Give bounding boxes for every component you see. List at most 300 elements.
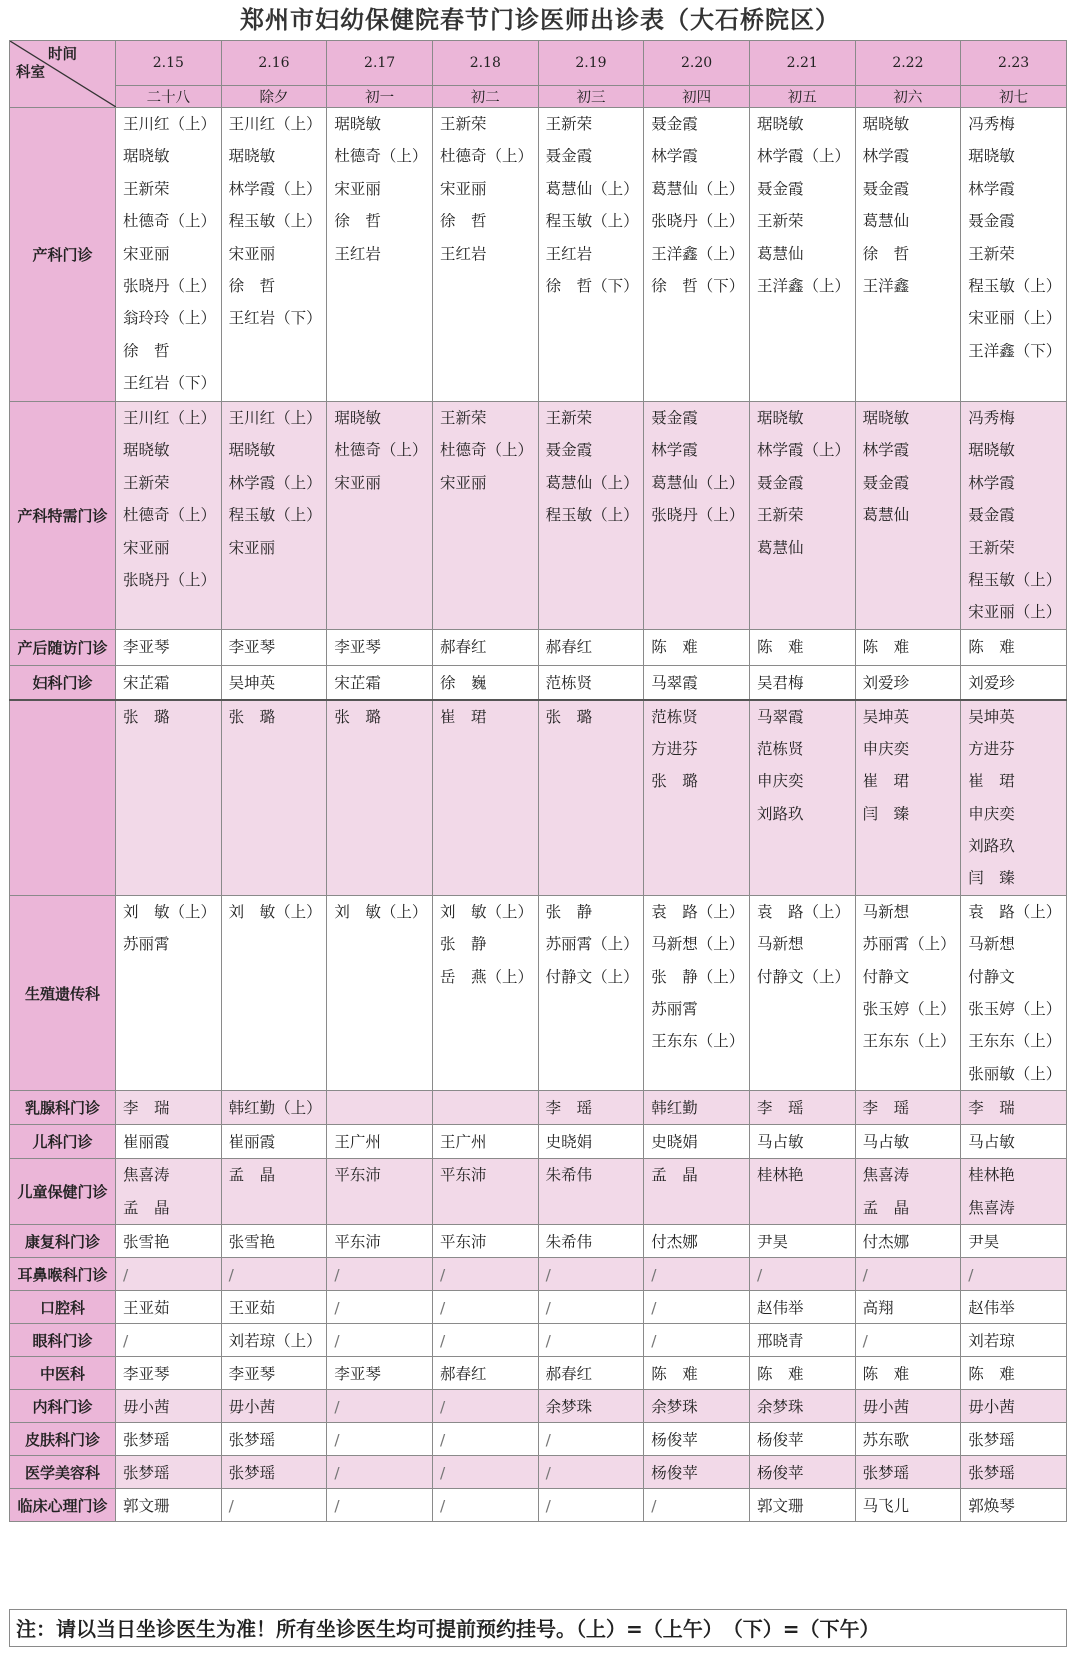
doctor-name: 王洋鑫（下）	[968, 341, 1062, 360]
schedule-cell	[538, 700, 644, 896]
lunar-date-header: 除夕	[221, 86, 327, 108]
doctor-name: 杜德奇（上）	[334, 147, 428, 166]
doctor-name: 张梦瑶	[228, 1464, 276, 1483]
schedule-cell	[961, 1125, 1067, 1159]
doctor-name: 杜德奇（上）	[439, 147, 533, 166]
doctor-name: 岳 燕（上）	[439, 967, 533, 986]
schedule-cell	[749, 402, 855, 630]
schedule-cell	[855, 108, 961, 402]
schedule-cell	[538, 1423, 644, 1456]
doctor-name: /	[968, 1266, 974, 1285]
schedule-cell	[116, 1390, 222, 1423]
doctor-name: 聂金霞	[545, 441, 593, 460]
doctor-name: 张玉婷（上）	[862, 1000, 956, 1019]
schedule-cell	[749, 895, 855, 1090]
doctor-name: 朱希伟	[545, 1233, 593, 1252]
doctor-name: /	[123, 1332, 129, 1351]
schedule-cell	[961, 1390, 1067, 1423]
department-name: 眼科门诊	[10, 1324, 116, 1357]
schedule-cell	[749, 1291, 855, 1324]
doctor-name: 王亚茹	[228, 1299, 276, 1318]
doctor-name: 马飞儿	[862, 1497, 910, 1516]
schedule-cell	[432, 1390, 538, 1423]
doctor-name: 林学霞	[651, 441, 698, 460]
doctor-name: 陈 难	[651, 1365, 698, 1384]
doctor-name: 聂金霞	[545, 147, 593, 166]
department-row	[10, 666, 1067, 700]
doctor-name: 杨俊苹	[756, 1431, 804, 1450]
lunar-date-header: 初七	[961, 86, 1067, 108]
schedule-cell	[221, 1258, 327, 1291]
doctor-name: 琚晓敏	[123, 147, 170, 166]
schedule-table	[9, 40, 1067, 1522]
doctor-name: 马占敏	[968, 1133, 1015, 1152]
doctor-name: 崔丽霞	[123, 1133, 170, 1152]
schedule-cell	[432, 1291, 538, 1324]
doctor-name: /	[545, 1266, 551, 1285]
doctor-name: 刘若琼（上）	[228, 1332, 322, 1351]
schedule-cell	[538, 402, 644, 630]
doctor-name: 刘爱珍	[968, 674, 1015, 692]
schedule-cell	[116, 1423, 222, 1456]
doctor-name: /	[228, 1266, 234, 1285]
doctor-name: 王新荣	[545, 409, 593, 427]
doctor-name: 王洋鑫（上）	[651, 244, 745, 263]
department-row	[10, 895, 1067, 1090]
doctor-name: 王广州	[334, 1133, 381, 1152]
schedule-cell	[644, 1225, 750, 1258]
schedule-cell	[644, 1125, 750, 1159]
doctor-name: 陈 难	[968, 1365, 1015, 1384]
schedule-cell	[432, 1489, 538, 1522]
schedule-cell	[644, 630, 750, 666]
doctor-name: 史晓娟	[545, 1133, 593, 1152]
doctor-name: 郝春红	[439, 1365, 487, 1384]
doctor-name: 徐 哲	[439, 212, 487, 231]
schedule-cell	[432, 630, 538, 666]
schedule-cell	[327, 1159, 433, 1225]
doctor-name: 林学霞	[862, 147, 910, 166]
doctor-name: 崔丽霞	[228, 1133, 276, 1152]
department-row	[10, 1489, 1067, 1522]
schedule-cell	[432, 895, 538, 1090]
doctor-name: 毋小茜	[123, 1398, 170, 1417]
doctor-name: 崔 珺	[862, 772, 910, 791]
schedule-cell	[644, 666, 750, 700]
doctor-name: 付静文（上）	[545, 967, 639, 986]
schedule-cell	[961, 402, 1067, 630]
doctor-name: 赵伟举	[756, 1299, 804, 1318]
doctor-name: /	[334, 1332, 340, 1351]
doctor-name: 王广州	[439, 1133, 487, 1152]
doctor-name: /	[228, 1497, 234, 1516]
schedule-cell	[644, 1423, 750, 1456]
department-name: 产后随访门诊	[10, 630, 116, 666]
schedule-cell	[221, 630, 327, 666]
doctor-name: 袁 路（上）	[756, 902, 850, 921]
schedule-cell	[855, 1159, 961, 1225]
schedule-cell	[855, 700, 961, 896]
doctor-name: /	[439, 1299, 446, 1318]
schedule-cell	[327, 630, 433, 666]
doctor-name: 徐 哲（下）	[651, 276, 745, 295]
schedule-cell	[327, 402, 433, 630]
department-name	[10, 700, 116, 896]
doctor-name: /	[651, 1497, 657, 1516]
doctor-name: 张 静	[545, 902, 593, 921]
corner-time-label: 时间	[48, 47, 77, 63]
department-row	[10, 108, 1067, 402]
schedule-cell	[749, 1091, 855, 1125]
doctor-name: 宋亚丽	[123, 244, 170, 263]
department-row	[10, 1357, 1067, 1390]
doctor-name: 宋亚丽	[123, 538, 170, 557]
doctor-name: 苏丽霄	[123, 935, 170, 954]
doctor-name: 桂林艳	[968, 1166, 1015, 1185]
schedule-cell	[855, 1489, 961, 1522]
doctor-name: 琚晓敏	[756, 409, 804, 427]
doctor-name: 张梦瑶	[968, 1464, 1015, 1483]
date-header: 2.17	[327, 41, 433, 86]
schedule-cell	[116, 630, 222, 666]
schedule-cell	[961, 1225, 1067, 1258]
doctor-name: /	[651, 1299, 657, 1318]
doctor-name: 申庆奕	[756, 772, 804, 791]
doctor-name: 聂金霞	[651, 115, 698, 133]
doctor-name: 张 璐	[228, 707, 276, 726]
doctor-name: 付杰娜	[651, 1233, 698, 1252]
schedule-cell	[116, 1357, 222, 1390]
doctor-name: 平东沛	[439, 1166, 487, 1185]
schedule-cell	[221, 1357, 327, 1390]
schedule-cell	[538, 1125, 644, 1159]
schedule-cell	[644, 1456, 750, 1489]
doctor-name: 王新荣	[439, 115, 487, 133]
schedule-cell	[221, 1456, 327, 1489]
schedule-cell	[961, 1489, 1067, 1522]
schedule-cell	[221, 666, 327, 700]
schedule-cell	[644, 1357, 750, 1390]
department-row	[10, 1291, 1067, 1324]
schedule-cell	[432, 1225, 538, 1258]
date-header: 2.15	[116, 41, 222, 86]
schedule-cell	[538, 630, 644, 666]
doctor-name: /	[756, 1266, 763, 1285]
schedule-cell	[116, 1091, 222, 1125]
schedule-cell	[855, 630, 961, 666]
doctor-name: 徐 哲	[123, 341, 170, 360]
doctor-name: 范栋贤	[651, 707, 698, 726]
department-row	[10, 402, 1067, 630]
doctor-name: 聂金霞	[756, 179, 804, 198]
schedule-cell	[221, 1324, 327, 1357]
department-name: 临床心理门诊	[10, 1489, 116, 1522]
doctor-name: 张梦瑶	[862, 1464, 910, 1483]
schedule-cell	[221, 895, 327, 1090]
schedule-cell	[855, 1456, 961, 1489]
schedule-cell	[221, 1390, 327, 1423]
doctor-name: 刘爱珍	[862, 674, 910, 692]
doctor-name: 葛慧仙	[862, 506, 910, 525]
doctor-name: 葛慧仙	[862, 212, 910, 231]
doctor-name: /	[439, 1332, 446, 1351]
doctor-name: 崔 珺	[968, 772, 1015, 791]
department-name: 口腔科	[10, 1291, 116, 1324]
doctor-name: 陈 难	[756, 1365, 804, 1384]
schedule-cell	[116, 1456, 222, 1489]
doctor-name: 付静文	[862, 967, 910, 986]
doctor-name: 徐 哲	[228, 276, 276, 295]
doctor-name: 琚晓敏	[968, 441, 1015, 460]
doctor-name: 张晓丹（上）	[123, 276, 217, 295]
lunar-date-header: 初四	[644, 86, 750, 108]
doctor-name: 陈 难	[651, 638, 698, 656]
department-name: 儿童保健门诊	[10, 1159, 116, 1225]
doctor-name: 李亚琴	[123, 638, 170, 656]
doctor-name: 张雪艳	[123, 1233, 170, 1252]
schedule-cell	[327, 700, 433, 896]
doctor-name: 焦喜涛	[123, 1166, 170, 1185]
doctor-name: 桂林艳	[756, 1166, 804, 1185]
doctor-name: 吴坤英	[862, 707, 910, 726]
doctor-name: 程玉敏（上）	[968, 570, 1062, 589]
doctor-name: 冯秀梅	[968, 409, 1015, 427]
doctor-name: 焦喜涛	[862, 1166, 910, 1185]
schedule-cell	[749, 1456, 855, 1489]
doctor-name: 刘 敏（上）	[123, 902, 217, 921]
doctor-name: 李 瑞	[968, 1099, 1015, 1118]
schedule-cell	[116, 895, 222, 1090]
department-name: 产科特需门诊	[10, 402, 116, 630]
doctor-name: 郭文珊	[123, 1497, 170, 1516]
doctor-name: 葛慧仙	[756, 244, 804, 263]
doctor-name: 余梦珠	[651, 1398, 698, 1417]
schedule-cell	[432, 108, 538, 402]
doctor-name: 杜德奇（上）	[334, 441, 428, 460]
doctor-name: 孟 晶	[651, 1166, 698, 1185]
doctor-name: 王新荣	[756, 212, 804, 231]
doctor-name: 王红岩（下）	[123, 374, 217, 393]
doctor-name: 林学霞	[968, 473, 1015, 492]
schedule-cell	[538, 1091, 644, 1125]
footer-note: 注：请以当日坐诊医生为准！所有坐诊医生均可提前预约挂号。（上）=（上午） （下）=（下午）	[9, 1609, 1067, 1647]
schedule-cell	[538, 1456, 644, 1489]
schedule-cell	[538, 1225, 644, 1258]
schedule-cell	[961, 700, 1067, 896]
doctor-name: 马新想	[968, 935, 1015, 954]
doctor-name: 马占敏	[862, 1133, 910, 1152]
doctor-name: 宋亚丽	[439, 473, 487, 492]
schedule-cell	[221, 1489, 327, 1522]
schedule-cell	[327, 1258, 433, 1291]
schedule-cell	[961, 666, 1067, 700]
schedule-cell	[749, 1258, 855, 1291]
schedule-cell	[221, 402, 327, 630]
doctor-name: 平东沛	[439, 1233, 487, 1252]
schedule-cell	[432, 1258, 538, 1291]
schedule-cell	[749, 666, 855, 700]
doctor-name: /	[862, 1266, 868, 1285]
doctor-name: 刘 敏（上）	[334, 902, 428, 921]
doctor-name: 张梦瑶	[968, 1431, 1015, 1450]
doctor-name: /	[334, 1464, 340, 1483]
doctor-name: 毋小茜	[862, 1398, 910, 1417]
doctor-name: 焦喜涛	[968, 1198, 1015, 1217]
schedule-cell	[432, 1159, 538, 1225]
doctor-name: 王洋鑫	[862, 276, 910, 295]
doctor-name: 刘 敏（上）	[228, 902, 322, 921]
doctor-name: 余梦珠	[545, 1398, 593, 1417]
date-header: 2.23	[961, 41, 1067, 86]
lunar-date-header: 初六	[855, 86, 961, 108]
doctor-name: 王东东（上）	[968, 1032, 1062, 1051]
doctor-name: 程玉敏（上）	[545, 506, 639, 525]
schedule-cell	[538, 1324, 644, 1357]
doctor-name: 琚晓敏	[756, 115, 804, 133]
doctor-name: /	[334, 1398, 340, 1417]
schedule-cell	[644, 1489, 750, 1522]
department-name: 中医科	[10, 1357, 116, 1390]
doctor-name: 林学霞	[651, 147, 698, 166]
doctor-name: /	[439, 1497, 446, 1516]
schedule-cell	[327, 1125, 433, 1159]
doctor-name: 张 璐	[545, 707, 593, 726]
schedule-cell	[116, 108, 222, 402]
schedule-cell	[961, 1456, 1067, 1489]
date-header: 2.22	[855, 41, 961, 86]
schedule-cell	[855, 1125, 961, 1159]
doctor-name: 宋亚丽	[439, 179, 487, 198]
doctor-name: 张 静（上）	[651, 967, 745, 986]
schedule-cell	[644, 108, 750, 402]
schedule-cell	[644, 1091, 750, 1125]
doctor-name: 马新想（上）	[651, 935, 745, 954]
doctor-name: 张梦瑶	[123, 1464, 170, 1483]
doctor-name: 张晓丹（上）	[123, 570, 217, 589]
schedule-cell	[855, 1390, 961, 1423]
schedule-cell	[749, 1390, 855, 1423]
doctor-name: 邢晓青	[756, 1332, 804, 1351]
doctor-name: 袁 路（上）	[651, 902, 745, 921]
doctor-name: /	[545, 1431, 551, 1450]
schedule-cell	[538, 1390, 644, 1423]
doctor-name: 程玉敏（上）	[968, 276, 1062, 295]
doctor-name: 程玉敏（上）	[228, 212, 322, 231]
department-row	[10, 1390, 1067, 1423]
schedule-cell	[961, 1291, 1067, 1324]
doctor-name: 苏丽霄	[651, 1000, 698, 1019]
doctor-name: 琚晓敏	[968, 147, 1015, 166]
doctor-name: 宋亚丽（上）	[968, 603, 1062, 622]
doctor-name: 范栋贤	[756, 739, 804, 758]
schedule-cell	[749, 108, 855, 402]
schedule-cell	[116, 402, 222, 630]
schedule-cell	[749, 700, 855, 896]
doctor-name: 聂金霞	[862, 179, 910, 198]
doctor-name: 马新想	[756, 935, 804, 954]
schedule-cell	[221, 700, 327, 896]
doctor-name: 平东沛	[334, 1166, 381, 1185]
doctor-name: 张 璐	[651, 772, 698, 791]
department-name: 生殖遗传科	[10, 895, 116, 1090]
department-name: 康复科门诊	[10, 1225, 116, 1258]
doctor-name: 李 瑶	[756, 1099, 804, 1118]
schedule-cell	[116, 1125, 222, 1159]
schedule-cell	[538, 1489, 644, 1522]
doctor-name: 葛慧仙（上）	[651, 179, 745, 198]
schedule-cell	[644, 1390, 750, 1423]
doctor-name: 宋亚丽	[228, 244, 276, 263]
schedule-cell	[538, 1258, 644, 1291]
doctor-name: /	[439, 1266, 446, 1285]
schedule-cell	[432, 1423, 538, 1456]
doctor-name: 程玉敏（上）	[228, 506, 322, 525]
doctor-name: /	[545, 1299, 551, 1318]
doctor-name: 宋芷霜	[123, 674, 170, 692]
doctor-name: 王新荣	[968, 244, 1015, 263]
doctor-name: 张玉婷（上）	[968, 1000, 1062, 1019]
schedule-cell	[327, 1091, 433, 1125]
doctor-name: 郝春红	[439, 638, 487, 656]
department-name: 皮肤科门诊	[10, 1423, 116, 1456]
schedule-cell	[538, 666, 644, 700]
schedule-cell	[327, 1423, 433, 1456]
doctor-name: 王红岩	[439, 244, 487, 263]
schedule-cell	[644, 700, 750, 896]
corner-dept-label: 科室	[16, 65, 45, 81]
doctor-name: 苏丽霄（上）	[545, 935, 639, 954]
page-title: 郑州市妇幼保健院春节门诊医师出诊表（大石桥院区）	[240, 6, 840, 34]
doctor-name: 张丽敏（上）	[968, 1064, 1062, 1083]
schedule-cell	[116, 1258, 222, 1291]
doctor-name: /	[334, 1299, 340, 1318]
schedule-cell	[749, 1357, 855, 1390]
department-row	[10, 1324, 1067, 1357]
doctor-name: /	[651, 1266, 657, 1285]
doctor-name: 徐 哲	[862, 244, 910, 263]
doctor-name: 王川红（上）	[123, 409, 217, 427]
schedule-cell	[749, 1324, 855, 1357]
department-name: 产科门诊	[10, 108, 116, 402]
doctor-name: 徐 巍	[439, 674, 487, 692]
department-name: 乳腺科门诊	[10, 1091, 116, 1125]
schedule-cell	[327, 1357, 433, 1390]
schedule-cell	[432, 1324, 538, 1357]
doctor-name: 赵伟举	[968, 1299, 1015, 1318]
doctor-name: 张 璐	[123, 707, 170, 726]
doctor-name: 宋亚丽	[334, 473, 381, 492]
doctor-name: 杜德奇（上）	[439, 441, 533, 460]
doctor-name: 王新荣	[439, 409, 487, 427]
schedule-cell	[961, 1324, 1067, 1357]
doctor-name: 林学霞	[968, 179, 1015, 198]
date-header: 2.19	[538, 41, 644, 86]
lunar-date-header: 初一	[327, 86, 433, 108]
doctor-name: 马翠霞	[756, 707, 804, 726]
doctor-name: 陈 难	[756, 638, 804, 656]
doctor-name: 平东沛	[334, 1233, 381, 1252]
doctor-name: 林学霞（上）	[756, 147, 850, 166]
schedule-cell	[644, 1159, 750, 1225]
doctor-name: 付静文	[968, 967, 1015, 986]
doctor-name: 程玉敏（上）	[545, 212, 639, 231]
schedule-cell	[749, 1225, 855, 1258]
schedule-cell	[327, 1489, 433, 1522]
doctor-name: 徐 哲（下）	[545, 276, 639, 295]
doctor-name: 吴君梅	[756, 674, 804, 692]
doctor-name: 林学霞（上）	[228, 179, 322, 198]
doctor-name: 林学霞（上）	[756, 441, 850, 460]
